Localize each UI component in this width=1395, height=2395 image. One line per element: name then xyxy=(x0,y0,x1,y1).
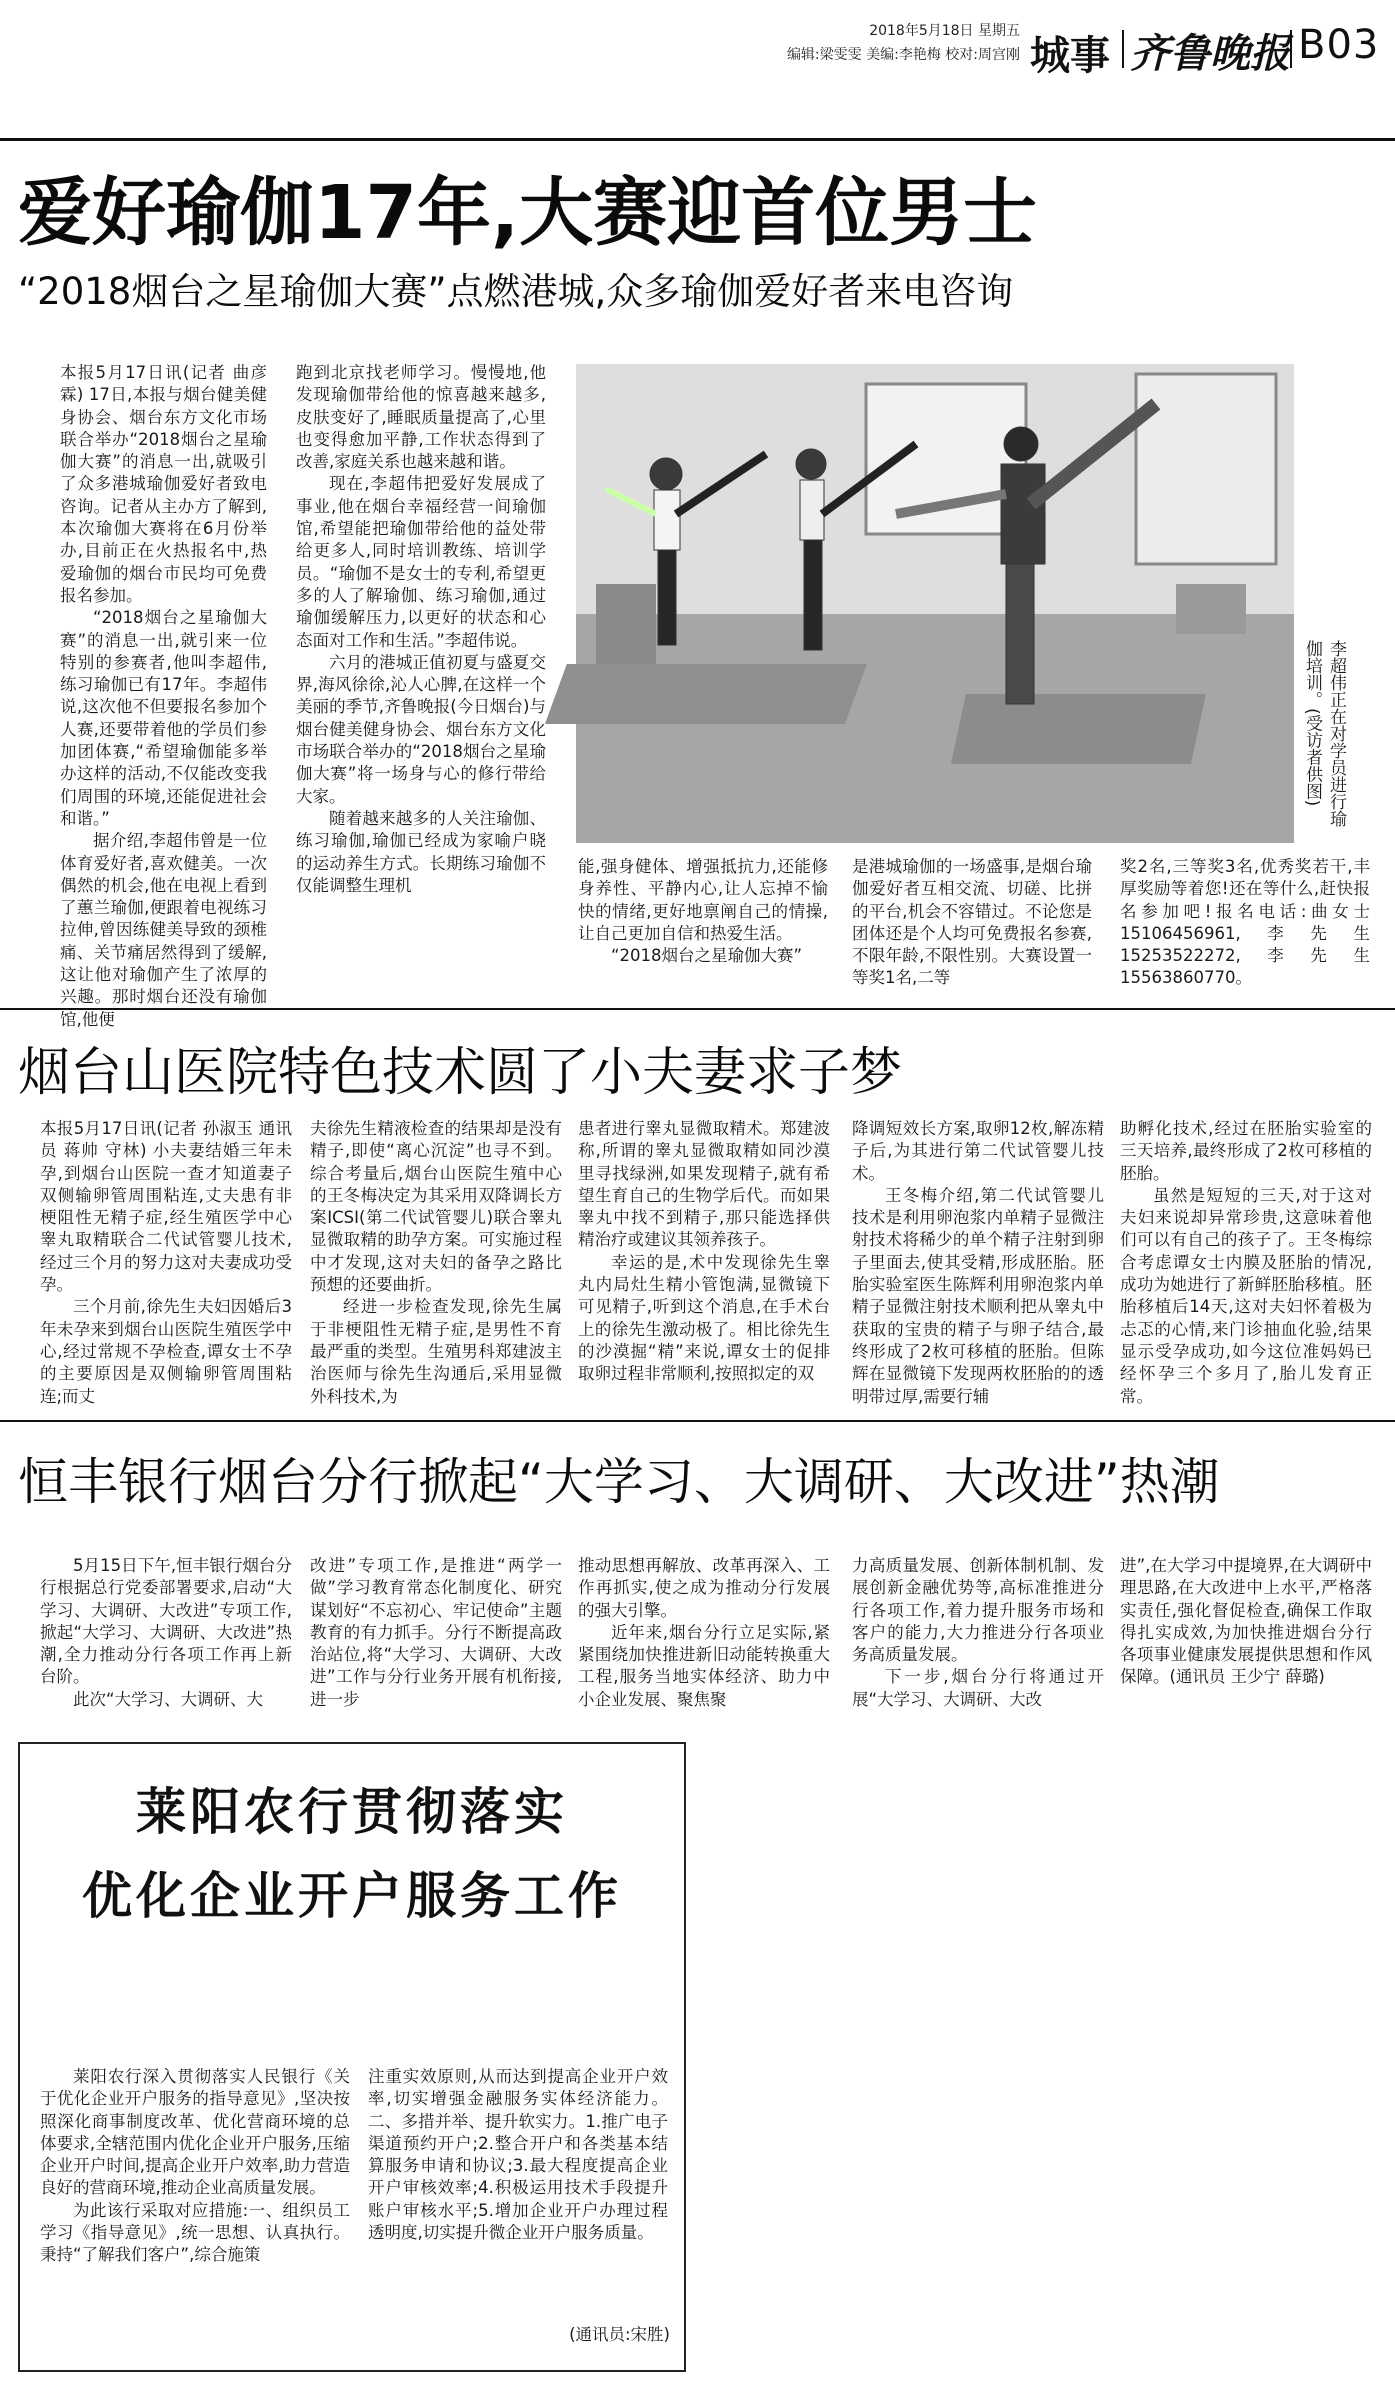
story3-column-5 xyxy=(1120,1555,1372,1730)
paragraph: 力高质量发展、创新体制机制、发展创新金融优势等,高标准推进分行各项工作,着力提升服务市场和客户的能力,大力推进分行各项业务高质量发展。 xyxy=(852,1556,1104,1665)
story2-column-4 xyxy=(852,1118,1104,1408)
story4-headline-line2: 优化企业开户服务工作 xyxy=(82,1867,622,1925)
yoga-photo xyxy=(576,364,1294,843)
paragraph: 本报5月17日讯(记者 孙淑玉 通讯员 蒋帅 守林) 小夫妻结婚三年未孕,到烟台山医院一查才知道妻子双侧输卵管周围粘连,丈夫患有非梗阻性无精子症,经生殖医学中心睾丸取精联合二代试管婴儿技术,经过三个月的努力这对夫妻成功受孕。 xyxy=(40,1119,292,1295)
story3-headline: 恒丰银行烟台分行掀起“大学习、大调研、大改进”热潮 xyxy=(18,1453,1220,1511)
paragraph: 改进”专项工作,是推进“两学一做”学习教育常态化制度化、研究谋划好“不忘初心、牢记使命”主题教育的有力抓手。分行不断提高政治站位,将“大学习、大调研、大改进”工作与分行业务开展有机衔接,进一步 xyxy=(310,1556,562,1709)
paragraph: 幸运的是,术中发现徐先生睾丸内局灶生精小管饱满,显微镜下可见精子,听到这个消息,在手术台上的徐先生激动极了。相比徐先生的沙漠掘“精”来说,谭女士的促排取卵过程非常顺利,按照拟定的双 xyxy=(578,1252,830,1384)
paragraph: 注重实效原则,从而达到提高企业开户效率,切实增强金融服务实体经济能力。二、多措并举、提升软实力。1.推广电子渠道预约开户;2.整合开户和各类基本结算服务申请和协议;3.最大程度提高企业开户审核效率;4.积极运用技术手段提升账户审核水平;5.增加企业开户办理过程透明度,切实提升微企业开户服务质量。 xyxy=(368,2067,668,2243)
paragraph: 本报5月17日讯(记者 曲彦霖) 17日,本报与烟台健美健身协会、烟台东方文化市场联合举办“2018烟台之星瑜伽大赛”的消息一出,就吸引了众多港城瑜伽爱好者致电咨询。记者从主办方了解到,本次瑜伽大赛将在6月份举办,目前正在火热报名中,热爱瑜伽的烟台市民均可免费报名参加。 xyxy=(60,363,267,605)
paragraph: 能,强身健体、增强抵抗力,还能修身养性、平静内心,让人忘掉不愉快的情绪,更好地禀阐自己的情操,让自己更加自信和热爱生活。 xyxy=(578,857,828,943)
section-divider xyxy=(0,1420,1395,1422)
paragraph: 5月15日下午,恒丰银行烟台分行根据总行党委部署要求,启动“大学习、大调研、大改进”专项工作,掀起“大学习、大调研、大改进”热潮,全力推动分行各项工作再上新台阶。 xyxy=(40,1556,292,1687)
story1-column-3 xyxy=(578,856,828,986)
paragraph: 随着越来越多的人关注瑜伽、练习瑜伽,瑜伽已经成为家喻户晓的运动养生方式。长期练习瑜伽不仅能调整生理机 xyxy=(296,808,546,895)
page-number: B03 xyxy=(1298,22,1380,68)
paragraph: 是港城瑜伽的一场盛事,是烟台瑜伽爱好者互相交流、切磋、比拼的平台,机会不容错过。不论您是团体还是个人均可免费报名参赛,不限年龄,不限性别。大赛设置一等奖1名,二等 xyxy=(852,857,1092,988)
story2-column-1 xyxy=(40,1118,292,1408)
story4-column-2 xyxy=(368,2066,668,2316)
story3-column-3 xyxy=(578,1555,830,1730)
paragraph: 夫徐先生精液检查的结果却是没有精子,即使“离心沉淀”也寻不到。综合考量后,烟台山医院生殖中心的王冬梅决定为其采用双降调长方案ICSI(第二代试管婴儿)联合睾丸显微取精的助孕方案。可实施过程中才发现,这对夫妇的备孕之路比预想的还要曲折。 xyxy=(310,1119,562,1295)
section-divider xyxy=(0,1008,1395,1010)
paragraph: 此次“大学习、大调研、大 xyxy=(73,1689,264,1709)
paragraph: 虽然是短短的三天,对于这对夫妇来说却异常珍贵,这意味着他们可以有自己的孩子了。王冬梅综合考虑谭女士内膜及胚胎的情况,成功为她进行了新鲜胚胎移植。胚胎移植后14天,这对夫妇怀着极为忐忑的心情,来门诊抽血化验,结果显示受孕成功,如今这位准妈妈已经怀孕三个多月了,胎儿发育正常。 xyxy=(1120,1185,1372,1406)
story3-column-2 xyxy=(310,1555,562,1730)
paragraph: 王冬梅介绍,第二代试管婴儿技术是利用卵泡浆内单精子显微注射技术将稀少的单个精子注射到卵子里面去,使其受精,形成胚胎。胚胎实验室医生陈辉利用卵泡浆内单精子显微注射技术顺利把从睾丸中获取的宝贵的精子与卵子结合,最终形成了2枚可移植的胚胎。但陈辉在显微镜下发现两枚胚胎的的透明带过厚,需要行辅 xyxy=(852,1185,1104,1406)
masthead-divider xyxy=(1290,30,1292,68)
story4-headline-line1: 莱阳农行贯彻落实 xyxy=(136,1783,568,1841)
story1-column-4 xyxy=(852,856,1092,986)
story1-column-1 xyxy=(60,362,267,1029)
section-name: 城事 xyxy=(1030,33,1110,79)
paragraph: 近年来,烟台分行立足实际,紧紧围绕加快推进新旧动能转换重大工程,服务当地实体经济、助力中小企业发展、聚焦聚 xyxy=(578,1622,830,1709)
paragraph: 助孵化技术,经过在胚胎实验室的三天培养,最终形成了2枚可移植的胚胎。 xyxy=(1120,1119,1372,1183)
paragraph: 推动思想再解放、改革再深入、工作再抓实,使之成为推动分行发展的强大引擎。 xyxy=(578,1556,830,1620)
paragraph: 奖2名,三等奖3名,优秀奖若干,丰厚奖励等着您!还在等什么,赶快报名参加吧!报名电话:曲女士 15106456961,李先生 15253522272,李先生15563860770。 xyxy=(1120,857,1370,988)
paragraph: 经进一步检查发现,徐先生属于非梗阻性无精子症,是男性不育最严重的类型。生殖男科郑建波主治医师与徐先生沟通后,采用显微外科技术,为 xyxy=(310,1297,562,1406)
paragraph: 进”,在大学习中提境界,在大调研中理思路,在大改进中上水平,严格落实责任,强化督促检查,确保工作取得扎实成效,为加快推进烟台分行各项事业健康发展提供思想和作风保障。(通讯员 王少宁 薛璐) xyxy=(1120,1556,1372,1687)
paragraph: 降调短效长方案,取卵12枚,解冻精子后,为其进行第二代试管婴儿技术。 xyxy=(852,1119,1104,1183)
header-rule xyxy=(0,138,1395,141)
yoga-class-image xyxy=(576,364,1294,843)
story4-byline: (通讯员:宋胜) xyxy=(569,2325,670,2344)
editor-line: 编辑:梁雯雯 美编:李艳梅 校对:周宫刚 xyxy=(786,47,1020,63)
newspaper-logo: 齐鲁晚报 xyxy=(1130,30,1290,77)
story1-headline: 爱好瑜伽17年,大赛迎首位男士 xyxy=(18,170,1038,256)
paragraph: “2018烟台之星瑜伽大赛”的消息一出,就引来一位特别的参赛者,他叫李超伟,练习瑜伽已有17年。李超伟说,这次他不但要报名参加个人赛,还要带着他的学员们参加团体赛,“希望瑜伽能多举办这样的活动,不仅能改变我们周围的环境,还能促进社会和谐。” xyxy=(60,608,267,828)
story2-column-5 xyxy=(1120,1118,1372,1408)
masthead-divider xyxy=(1122,30,1124,68)
story1-subheadline: “2018烟台之星瑜伽大赛”点燃港城,众多瑜伽爱好者来电咨询 xyxy=(18,270,1014,313)
paragraph: 跑到北京找老师学习。慢慢地,他发现瑜伽带给他的惊喜越来越多,皮肤变好了,睡眠质量提高了,心里也变得愈加平静,工作状态得到了改善,家庭关系也越来越和谐。 xyxy=(296,363,546,472)
paragraph: 据介绍,李超伟曾是一位体育爱好者,喜欢健美。一次偶然的机会,他在电视上看到了蕙兰瑜伽,便跟着电视练习拉伸,曾因练健美导致的颈椎痛、关节痛居然得到了缓解,这让他对瑜伽产生了浓厚的兴趣。那时烟台还没有瑜伽馆,他便 xyxy=(60,831,267,1029)
photo-caption: 李超伟正在对学员进行瑜伽培训。(受访者供图) xyxy=(1302,640,1346,827)
paragraph: 现在,李超伟把爱好发展成了事业,他在烟台幸福经营一间瑜伽馆,希望能把瑜伽带给他的益处带给更多人,同时培训教练、培训学员。“瑜伽不是女士的专利,希望更多的人了解瑜伽、练习瑜伽,通过瑜伽缓解压力,以更好的状态和心态面对工作和生活。”李超伟说。 xyxy=(296,474,546,650)
story4-box xyxy=(18,1742,686,2372)
story2-column-3 xyxy=(578,1118,830,1408)
date-line: 2018年5月18日 星期五 xyxy=(869,23,1020,39)
paragraph: “2018烟台之星瑜伽大赛” xyxy=(611,946,803,966)
story2-column-2 xyxy=(310,1118,562,1408)
story1-column-5 xyxy=(1120,856,1370,986)
story2-headline: 烟台山医院特色技术圆了小夫妻求子梦 xyxy=(18,1043,903,1103)
story1-column-2 xyxy=(296,362,546,987)
story3-column-4 xyxy=(852,1555,1104,1730)
story3-column-1 xyxy=(40,1555,292,1730)
paragraph: 莱阳农行深入贯彻落实人民银行《关于优化企业开户服务的指导意见》,坚决按照深化商事制度改革、优化营商环境的总体要求,全辖范围内优化企业开户服务,压缩企业开户时间,提高企业开户效率,助力营造良好的营商环境,推动企业高质量发展。 xyxy=(40,2067,350,2198)
story4-column-1 xyxy=(40,2066,350,2356)
paragraph: 六月的港城正值初夏与盛夏交界,海风徐徐,沁人心脾,在这样一个美丽的季节,齐鲁晚报(今日烟台)与烟台健美健身协会、烟台东方文化市场联合举办的“2018烟台之星瑜伽大赛”将一场身与心的修行带给大家。 xyxy=(296,652,546,806)
paragraph: 为此该行采取对应措施:一、组织员工学习《指导意见》,统一思想、认真执行。秉持“了解我们客户”,综合施策 xyxy=(40,2200,350,2265)
paragraph: 患者进行睾丸显微取精术。郑建波称,所谓的睾丸显微取精如同沙漠里寻找绿洲,如果发现精子,就有希望生育自己的生物学后代。而如果睾丸中找不到精子,那只能选择供精治疗或建议其领养孩子。 xyxy=(578,1119,830,1250)
paragraph: 三个月前,徐先生夫妇因婚后3年未孕来到烟台山医院生殖医学中心,经过常规不孕检查,谭女士不孕的主要原因是双侧输卵管周围粘连;而丈 xyxy=(40,1297,292,1406)
paragraph: 下一步,烟台分行将通过开展“大学习、大调研、大改 xyxy=(852,1667,1104,1709)
